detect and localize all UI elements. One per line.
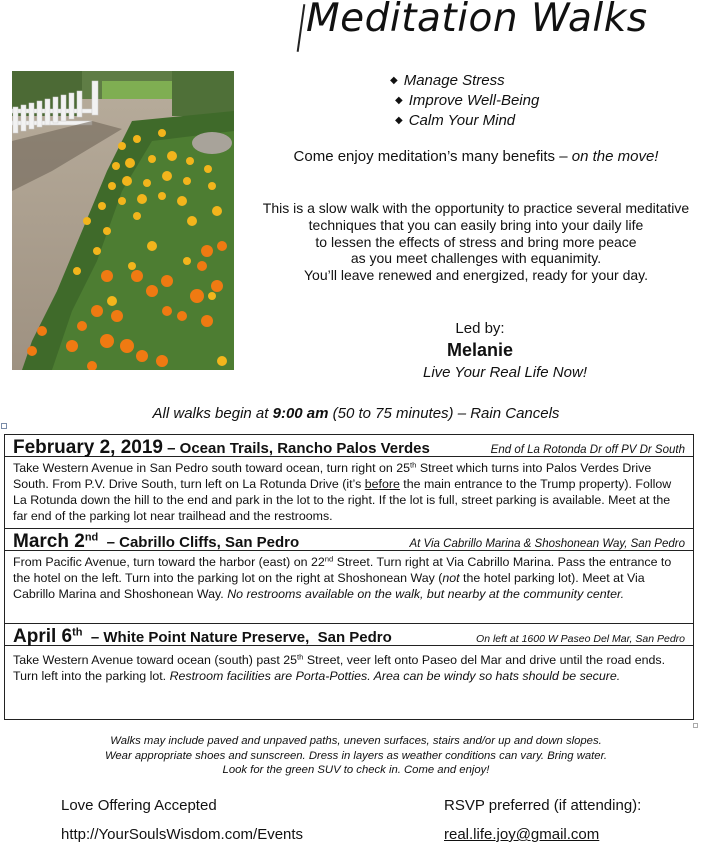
poppy-path-illustration	[12, 71, 234, 370]
ordinal-suffix: th	[409, 460, 417, 470]
benefit-text: Calm Your Mind	[408, 112, 516, 129]
directions-text: Street. Turn right at Via Cabrillo Marina. Pass the entrance to the hotel on the left. Turn into the parking lot on the right at Shoshonean Way (	[13, 555, 672, 585]
intro-line	[240, 148, 712, 165]
directions-text: Take Western Avenue toward ocean (south) past 25	[13, 653, 298, 667]
table-resize-handle[interactable]	[693, 723, 698, 728]
rsvp-label: RSVP preferred (if attending):	[444, 797, 642, 814]
walk-directions	[5, 457, 693, 529]
benefits-list	[390, 71, 539, 131]
walk-directions	[5, 551, 693, 624]
directions-italic: No restrooms available on the walk, but nearby at the community center.	[227, 587, 625, 601]
walk-header	[5, 435, 693, 457]
diamond-bullet-icon: ◆	[395, 95, 403, 106]
leader-name: Melanie	[446, 340, 514, 360]
website-link[interactable]: http://YourSoulsWisdom.com/Events	[61, 826, 304, 843]
schedule-info	[0, 405, 712, 422]
walks-table	[4, 434, 694, 720]
directions-text: the hotel parking lot). Meet at Via Cabrillo Marina and Shoshonean Way.	[13, 571, 645, 601]
walk-location-note: On left at 1600 W Paseo Del Mar, San Pedro	[476, 633, 685, 645]
diamond-bullet-icon: ◆	[395, 115, 403, 126]
start-time: 9:00 am	[272, 405, 329, 422]
walk-header	[5, 529, 693, 551]
directions-italic: Restroom facilities are Porta-Potties. Area can be windy so hats should be secure.	[169, 669, 621, 683]
walk-place: Ocean Trails, Rancho Palos Verdes	[179, 440, 430, 457]
text-cursor-mark	[297, 4, 306, 52]
page-title: Meditation Walks	[306, 0, 648, 41]
intro-emphasis: on the move!	[571, 148, 659, 165]
description-line: You’ll leave renewed and energized, ready for your day.	[304, 267, 648, 284]
description-line: This is a slow walk with the opportunity to practice several meditative	[262, 200, 690, 216]
schedule-prefix: All walks begin at	[152, 405, 273, 422]
walk-notes	[0, 734, 712, 778]
love-offering-text: Love Offering Accepted	[61, 797, 217, 814]
email-link[interactable]: real.life.joy@gmail.com	[444, 826, 600, 843]
note-line: Wear appropriate shoes and sunscreen. Dress in layers as weather conditions can vary. Bring water.	[104, 749, 608, 762]
directions-text: From Pacific Avenue, turn toward the harbor (east) on 22	[13, 555, 325, 569]
walk-date: April 6	[13, 626, 73, 647]
note-line: Walks may include paved and unpaved paths, uneven surfaces, stairs and/or up and down slopes.	[110, 735, 602, 747]
directions-text: Take Western Avenue in San Pedro south toward ocean, turn right on 25	[13, 461, 410, 475]
walk-directions	[5, 646, 693, 719]
directions-text: Street, veer left onto Paseo del Mar and drive until the road ends. Turn left into the parking lot.	[13, 653, 666, 683]
walk-place: Cabrillo Cliffs, San Pedro	[119, 534, 300, 551]
walk-separator: –	[98, 534, 120, 551]
directions-underlined: before	[364, 477, 400, 491]
schedule-duration: (50 to 75 minutes) – Rain Cancels	[328, 405, 560, 422]
benefit-item	[395, 91, 539, 111]
note-line: Look for the green SUV to check in. Come and enjoy!	[222, 764, 490, 776]
walk-location-note: End of La Rotonda Dr off PV Dr South	[490, 444, 685, 456]
benefit-item	[390, 71, 539, 91]
description-line: as you meet challenges with equanimity.	[350, 250, 602, 267]
table-anchor-handle[interactable]	[1, 423, 7, 429]
led-by-label: Led by:	[455, 320, 505, 337]
benefit-text: Manage Stress	[403, 72, 505, 89]
description-line: techniques that you can easily bring into your daily life	[308, 216, 644, 233]
leader-tagline: Live Your Real Life Now!	[423, 364, 587, 381]
directions-text: Street which turns into Palos Verdes Drive South. From P.V. Drive South, turn left on La Rotunda Drive (it’s	[13, 461, 652, 491]
ordinal-suffix: th	[72, 626, 83, 639]
benefit-text: Improve Well-Being	[408, 92, 540, 109]
walk-date: March 2	[13, 531, 85, 552]
walk-date: February 2, 2019	[13, 437, 163, 458]
walk-separator: –	[162, 440, 180, 457]
directions-text: the main entrance to the Trump property). Follow La Rotunda down the hill to the end and park in the lot to the right. If the lot is full, street parking is available. Meet at the far end of the parking lot near trailhead and the restrooms.	[13, 477, 672, 523]
poppy-path-photo	[12, 71, 234, 370]
walk-location-note: At Via Cabrillo Marina & Shoshonean Way, San Pedro	[409, 538, 685, 550]
ordinal-suffix: th	[297, 652, 304, 662]
description-line: to lessen the effects of stress and bring more peace	[315, 233, 637, 250]
walk-separator: –	[82, 629, 104, 646]
ordinal-suffix: nd	[84, 531, 99, 544]
walk-header	[5, 624, 693, 646]
description	[240, 200, 712, 284]
walk-place: White Point Nature Preserve, San Pedro	[103, 629, 392, 646]
benefit-item	[395, 111, 539, 131]
ordinal-suffix: nd	[324, 554, 334, 564]
directions-italic: not	[442, 571, 460, 585]
intro-text: Come enjoy meditation’s many benefits –	[293, 148, 572, 165]
diamond-bullet-icon: ◆	[390, 75, 398, 86]
